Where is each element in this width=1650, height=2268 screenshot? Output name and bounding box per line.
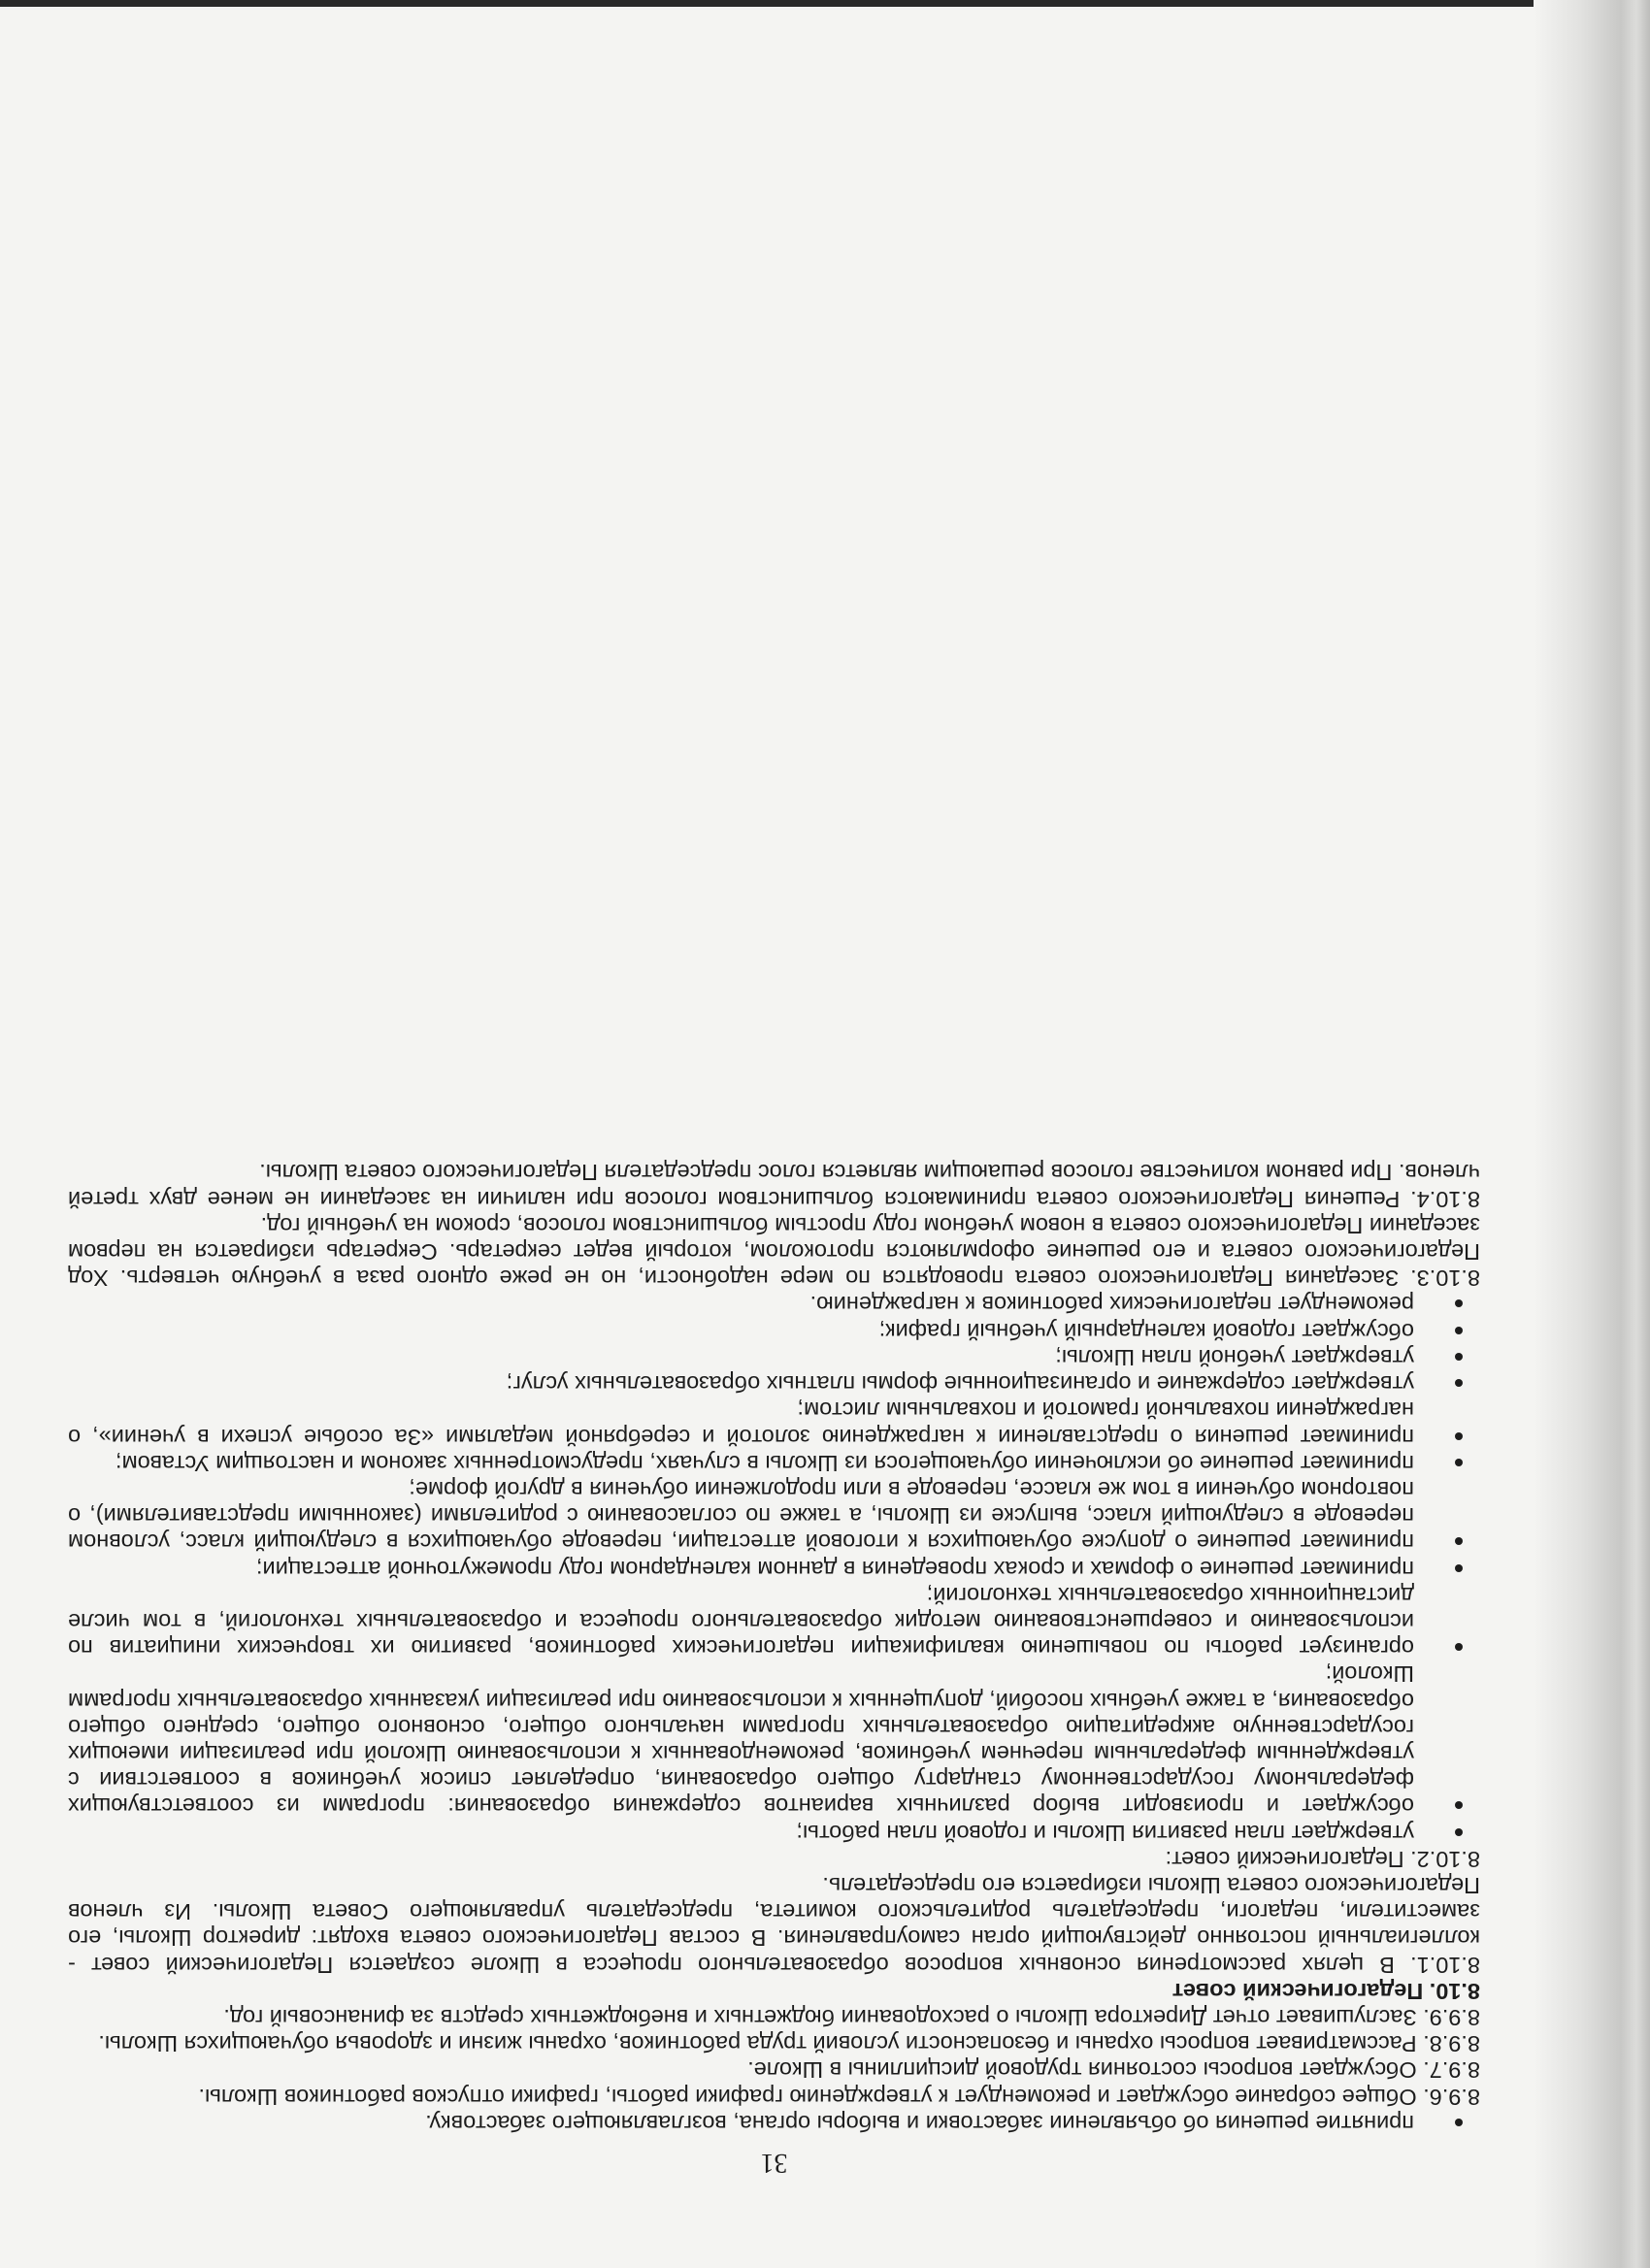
- paragraph-8-10-3: 8.10.3. Заседания Педагогического совета проводятся по мере надобности, но не реже одного раза в учебную четверть. Ход Педагогического совета и его решение оформляются протоколом, который ведет секретарь. Секретарь избирается на первом заседании Педагогического совета в новом учебном году простым большинством голосов, сроком на учебный год.: [68, 1212, 1480, 1292]
- list-item: принятие решения об объявлении забастовки и выборы органа, возглавляющего забастовку.: [68, 2110, 1480, 2136]
- page-content: [68, 1159, 1480, 2176]
- paragraph-8-10-1: 8.10.1. В целях рассмотрения основных вопросов образовательного процесса в Школе создается Педагогический совет - коллегиальный постоянно действующий орган самоуправления. В состав Педагогического совета входят: директор Школы, его заместители, педагоги, председатель родительского комитета, председатель управляющего Совета Школы. Из членов Педагогического совета Школы избирается его председатель.: [68, 1872, 1480, 1978]
- list-item: утверждает план развития Школы и годовой план работы;: [68, 1819, 1480, 1845]
- paragraph-8-10-2: 8.10.2. Педагогический совет:: [1165, 1846, 1480, 1872]
- list-item: принимает решение о допуске обучающихся к итоговой аттестации, переводе обучающихся в следующий класс, условном переводе в следующий класс, выпуске из Школы, а также по согласованию с родителями (законными представителями), о повторном обучении в том же классе, переводе в или продолжении обучения в другой форме;: [68, 1476, 1480, 1556]
- intro-list: [68, 2110, 1480, 2136]
- council-duties-list: [68, 1291, 1480, 1845]
- list-item: организует работы по повышению квалификации педагогических работников, развитию их творческих инициатив по использованию и совершенствованию методик образовательного процесса и образовательных технологий, в том числе дистанционных образовательных технологий;: [68, 1582, 1480, 1661]
- paragraph-8-10-4: 8.10.4. Решения Педагогического совета принимаются большинством голосов при наличии на заседании не менее двух третей членов. При равном количестве голосов решающим является голос председателя Педагогического совета Школы.: [68, 1160, 1480, 1212]
- paragraph-8-9-6: 8.9.6. Общее собрание обсуждает и рекомендует к утверждению графики работы, графики отпусков работников Школы.: [198, 2084, 1480, 2110]
- page-number: 31: [760, 2148, 788, 2178]
- paragraph-8-9-8: 8.9.8. Рассматривает вопросы охраны и безопасности условий труда работников, охраны жизни и здоровья обучающихся Школы.: [98, 2031, 1480, 2057]
- list-item: принимает решения о представлении к награждению золотой и серебряной медалями «За особые успехи в учении», о награждении похвальной грамотой и похвальным листом;: [68, 1397, 1480, 1449]
- paragraph-8-9-7: 8.9.7. Обсуждает вопросы состояния трудовой дисциплины в Школе.: [747, 2057, 1480, 2084]
- list-item: обсуждает и производит выбор различных вариантов содержания образования: программ из соответствующих федеральному государственному стандарту общего образования, определяет список учебников в соответствии с утвержденным федеральным перечнем учебников, рекомендованных к использованию Школой при реализации имеющих государственную аккредитацию образовательных программ начального общего, основного общего, среднего общего образования, а также учебных пособий, допущенных к использованию при реализации указанных образовательных программ Школой;: [68, 1660, 1480, 1819]
- list-item: принимает решение об исключении обучающегося из Школы в случаях, предусмотренных законом и настоящим Уставом;: [68, 1450, 1480, 1476]
- list-item: обсуждает годовой календарный учебный график;: [68, 1318, 1480, 1344]
- list-item: утверждает содержание и организационные формы платных образовательных услуг;: [68, 1370, 1480, 1397]
- paragraph-8-9-9: 8.9.9. Заслушивает отчет Директора Школы о расходовании бюджетных и внебюджетных средств за финансовый год.: [223, 2004, 1480, 2030]
- list-item: принимает решение о формах и сроках проведения в данном календарном году промежуточной аттестации;: [68, 1555, 1480, 1581]
- list-item: рекомендует педагогических работников к награждению.: [68, 1291, 1480, 1317]
- section-heading: 8.10. Педагогический совет: [1172, 1978, 1480, 2004]
- list-item: утверждает учебной план Школы;: [68, 1344, 1480, 1370]
